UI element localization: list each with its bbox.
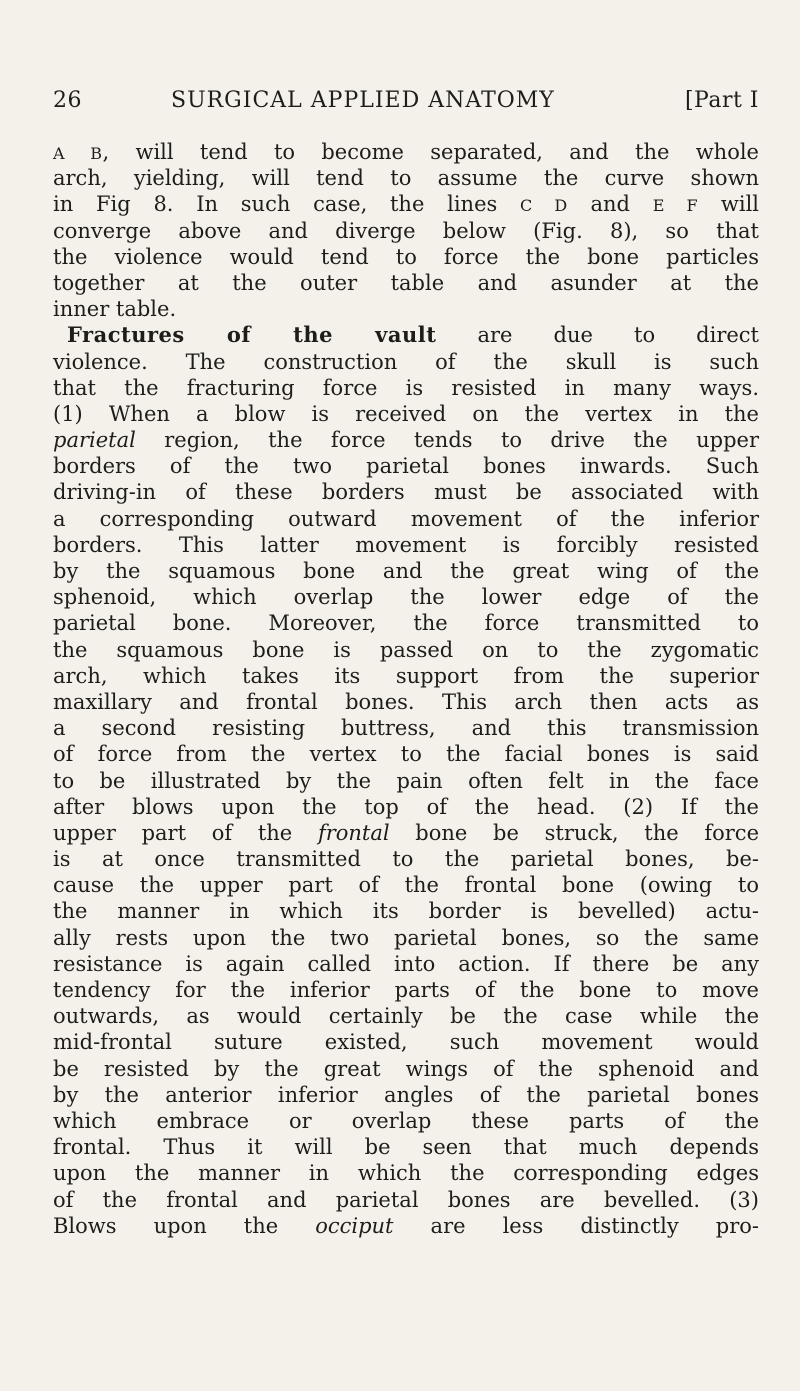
text-line: after blows upon the top of the head. (2) If the (53, 794, 759, 819)
text-line: (1) When a blow is received on the vertex in the (53, 401, 759, 426)
body-text (53, 139, 759, 1239)
small-caps-label: C D (520, 196, 568, 216)
text-line: that the fracturing force is resisted in many ways. (53, 375, 759, 400)
page-number: 26 (53, 88, 82, 113)
text-line: outwards, as would certainly be the case while the (53, 1004, 759, 1029)
italic-term: frontal (317, 820, 390, 845)
text-line: borders. This latter movement is forcibly resisted (53, 532, 759, 557)
italic-term: occiput (315, 1213, 394, 1238)
text-line: parietal bone. Moreover, the force transmitted to (53, 611, 759, 636)
text-line: Blows upon the occiput are less distinctly pro- (53, 1213, 759, 1238)
text-line: cause the upper part of the frontal bone (owing to (53, 873, 759, 898)
text-line: of the frontal and parietal bones are bevelled. (3) (53, 1187, 759, 1212)
text-line: violence. The construction of the skull is such (53, 349, 759, 374)
text-line: arch, yielding, will tend to assume the curve shown (53, 166, 759, 191)
text-line: by the anterior inferior angles of the parietal bones (53, 1082, 759, 1107)
text-line: to be illustrated by the pain often felt in the face (53, 768, 759, 793)
text-line: maxillary and frontal bones. This arch then acts as (53, 689, 759, 714)
text-line: by the squamous bone and the great wing of the (53, 559, 759, 583)
text-line: upper part of the frontal bone be struck, the force (53, 820, 759, 845)
text-line: a second resisting buttress, and this transmission (53, 716, 759, 741)
text-line: driving-in of these borders must be associated with (53, 480, 759, 505)
text-line: parietal region, the force tends to drive the upper (53, 428, 759, 453)
italic-term: parietal (53, 428, 136, 453)
text-line: of force from the vertex to the facial bones is said (53, 742, 759, 767)
text-line: A B, will tend to become separated, and the whole (53, 140, 759, 164)
small-caps-label: A B (53, 144, 103, 163)
text-line: ally rests upon the two parietal bones, so the same (53, 925, 759, 950)
small-caps-label: E F (652, 196, 699, 216)
running-head (53, 86, 759, 116)
text-line: arch, which takes its support from the superior (53, 663, 759, 688)
text-line: which embrace or overlap these parts of the (53, 1108, 759, 1133)
text-line: resistance is again called into action. If there be any (53, 951, 759, 976)
text-line: the violence would tend to force the bone particles (53, 244, 759, 269)
text-line: frontal. Thus it will be seen that much depends (53, 1135, 759, 1160)
text-line: the manner in which its border is bevelled) actu- (53, 899, 759, 924)
running-title: SURGICAL APPLIED ANATOMY (171, 88, 555, 113)
text-line: is at once transmitted to the parietal bones, be- (53, 847, 759, 872)
text-line: together at the outer table and asunder at the (53, 270, 759, 295)
text-line: in Fig 8. In such case, the lines C D and E F will (53, 192, 759, 217)
section-heading: Fractures of the vault (67, 322, 437, 348)
text-line: converge above and diverge below (Fig. 8), so that (53, 218, 759, 243)
text-line: mid-frontal suture existed, such movement would (53, 1030, 759, 1055)
text-line: inner table. (53, 297, 177, 322)
text-line: be resisted by the great wings of the sphenoid and (53, 1056, 759, 1081)
text-line: a corresponding outward movement of the inferior (53, 506, 759, 531)
text-line: the squamous bone is passed on to the zygomatic (53, 637, 759, 662)
part-label: [Part I (684, 88, 759, 113)
text-line: sphenoid, which overlap the lower edge of the (53, 585, 759, 610)
text-line: tendency for the inferior parts of the bone to move (53, 978, 759, 1002)
text-line: upon the manner in which the corresponding edges (53, 1161, 759, 1186)
text-line: Fractures of the vault are due to direct (67, 322, 759, 348)
text-line: borders of the two parietal bones inwards. Such (53, 454, 759, 479)
